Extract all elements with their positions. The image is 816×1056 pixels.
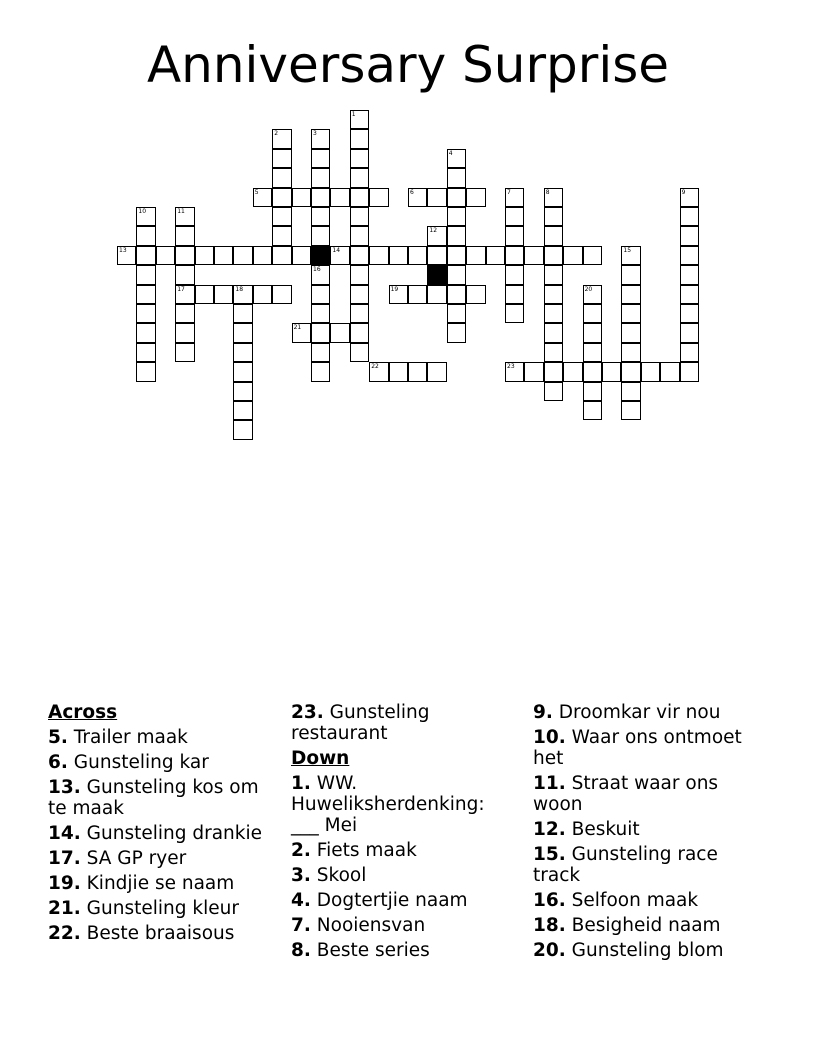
clue-number: 8: [545, 188, 550, 196]
grid-cell[interactable]: [350, 207, 369, 226]
puzzle-title: Anniversary Surprise: [146, 36, 670, 94]
clue-number: 9: [681, 188, 686, 196]
grid-cell[interactable]: [272, 246, 291, 265]
grid-cell[interactable]: [389, 246, 408, 265]
grid-cell[interactable]: [524, 246, 543, 265]
clue-number: 23: [507, 363, 515, 371]
grid-cell[interactable]: [466, 246, 485, 265]
grid-cell[interactable]: [350, 149, 369, 168]
clue-item: [533, 727, 763, 769]
grid-cell[interactable]: [311, 362, 330, 381]
clue-number: 10: [138, 208, 147, 215]
grid-cell[interactable]: [660, 362, 679, 381]
grid-cell[interactable]: [583, 362, 602, 381]
clue-number: 5: [254, 188, 259, 196]
grid-cell[interactable]: [583, 382, 602, 401]
clue-text: Gunsteling race track: [533, 844, 718, 886]
clue-num: 14.: [48, 823, 81, 844]
clue-text: Droomkar vir nou: [558, 702, 721, 723]
grid-cell[interactable]: [621, 265, 640, 284]
grid-cell[interactable]: [330, 246, 349, 265]
grid-cell[interactable]: [680, 323, 699, 342]
grid-cell[interactable]: [350, 110, 369, 129]
grid-cell[interactable]: [233, 304, 252, 323]
grid-cell[interactable]: [350, 129, 369, 148]
clue-text: Gunsteling kleur: [86, 898, 239, 919]
grid-cell[interactable]: [680, 226, 699, 245]
grid-cell[interactable]: [175, 304, 194, 323]
grid-cell[interactable]: [544, 323, 563, 342]
clue-item: [291, 702, 506, 744]
grid-cell[interactable]: [175, 343, 194, 362]
clue-item: [533, 773, 763, 815]
black-cell: [427, 265, 446, 284]
clue-number: 14: [332, 246, 341, 254]
grid-cell[interactable]: [136, 226, 155, 245]
grid-cell[interactable]: [544, 246, 563, 265]
grid-cell[interactable]: [311, 207, 330, 226]
grid-cell[interactable]: [505, 226, 524, 245]
grid-cell[interactable]: [621, 343, 640, 362]
clue-num: 16.: [533, 890, 566, 911]
clue-item: [48, 923, 273, 944]
clue-num: 20.: [533, 940, 566, 961]
grid-cell[interactable]: [292, 188, 311, 207]
grid-cell[interactable]: [350, 285, 369, 304]
clue-number: 2: [274, 130, 279, 138]
clue-number: 16: [313, 266, 321, 274]
grid-cell[interactable]: [330, 188, 349, 207]
grid-cell[interactable]: [311, 285, 330, 304]
grid-cell[interactable]: [447, 285, 466, 304]
black-cell: [311, 246, 330, 265]
grid-cell[interactable]: [447, 265, 466, 284]
grid-cell[interactable]: [233, 401, 252, 420]
grid-cell[interactable]: [311, 226, 330, 245]
clue-item: [533, 940, 763, 961]
grid-cell[interactable]: [680, 188, 699, 207]
grid-cell[interactable]: [233, 323, 252, 342]
clue-num: 4.: [291, 890, 311, 911]
grid-cell[interactable]: [641, 362, 660, 381]
grid-cell[interactable]: [272, 129, 291, 148]
clue-num: 12.: [533, 819, 566, 840]
grid-cell[interactable]: [136, 246, 155, 265]
clue-text: SA GP ryer: [86, 848, 187, 869]
clue-number: 6: [410, 188, 414, 196]
grid-cell[interactable]: [544, 285, 563, 304]
grid-cell[interactable]: [136, 323, 155, 342]
clue-number: 13: [119, 246, 127, 254]
grid-cell[interactable]: [466, 188, 485, 207]
clue-number: 19: [390, 285, 399, 293]
grid-cell[interactable]: [272, 207, 291, 226]
grid-cell[interactable]: [544, 382, 563, 401]
grid-cell[interactable]: [136, 207, 155, 226]
clue-num: 21.: [48, 898, 81, 919]
grid-cell[interactable]: [680, 285, 699, 304]
grid-cell[interactable]: [233, 343, 252, 362]
grid-cell[interactable]: [621, 285, 640, 304]
grid-cell[interactable]: [272, 226, 291, 245]
grid-cell[interactable]: [369, 362, 388, 381]
grid-cell[interactable]: [233, 420, 252, 439]
grid-cell[interactable]: [544, 362, 563, 381]
grid-cell[interactable]: [253, 246, 272, 265]
grid-cell[interactable]: [233, 382, 252, 401]
grid-cell[interactable]: [214, 246, 233, 265]
grid-cell[interactable]: [505, 207, 524, 226]
clue-text: Waar ons ontmoet het: [533, 727, 742, 769]
grid-cell[interactable]: [195, 246, 214, 265]
clue-number: 22: [371, 363, 379, 371]
clue-text: Fiets maak: [316, 840, 417, 861]
grid-cell[interactable]: [621, 323, 640, 342]
grid-cell[interactable]: [447, 207, 466, 226]
clue-text: Gunsteling kos om te maak: [48, 777, 259, 819]
clue-text: Nooiensvan: [316, 915, 426, 936]
grid-cell[interactable]: [680, 246, 699, 265]
clue-num: 7.: [291, 915, 311, 936]
grid-cell[interactable]: [272, 168, 291, 187]
grid-cell[interactable]: [311, 168, 330, 187]
clue-item: [291, 915, 506, 936]
grid-cell[interactable]: [175, 207, 194, 226]
grid-cell[interactable]: [447, 188, 466, 207]
grid-cell[interactable]: [117, 246, 136, 265]
clue-num: 8.: [291, 940, 311, 961]
grid-cell[interactable]: [272, 188, 291, 207]
clue-num: 1.: [291, 773, 311, 794]
grid-cell[interactable]: [563, 246, 582, 265]
clue-text: Beste braaisous: [86, 923, 235, 944]
clue-number: 21: [293, 324, 302, 332]
grid-cell[interactable]: [253, 188, 272, 207]
grid-cell[interactable]: [427, 226, 446, 245]
clue-item: [533, 890, 763, 911]
grid-cell[interactable]: [427, 188, 446, 207]
grid-cell[interactable]: [136, 265, 155, 284]
clue-number: 12: [429, 227, 438, 235]
grid-cell[interactable]: [544, 265, 563, 284]
grid-cell[interactable]: [389, 362, 408, 381]
clue-text: Beskuit: [571, 819, 640, 840]
clue-num: 17.: [48, 848, 81, 869]
grid-cell[interactable]: [233, 362, 252, 381]
grid-cell[interactable]: [136, 304, 155, 323]
grid-cell[interactable]: [233, 285, 252, 304]
grid-cell[interactable]: [680, 343, 699, 362]
grid-cell[interactable]: [680, 265, 699, 284]
grid-cell[interactable]: [350, 304, 369, 323]
grid-cell[interactable]: [544, 226, 563, 245]
grid-cell[interactable]: [136, 343, 155, 362]
grid-cell[interactable]: [233, 246, 252, 265]
grid-cell[interactable]: [447, 149, 466, 168]
clue-num: 18.: [533, 915, 566, 936]
clue-item: [291, 773, 506, 836]
grid-cell[interactable]: [524, 362, 543, 381]
grid-cell[interactable]: [311, 265, 330, 284]
clue-item: [48, 898, 273, 919]
clue-item: [533, 844, 763, 886]
grid-cell[interactable]: [505, 304, 524, 323]
grid-cell[interactable]: [447, 226, 466, 245]
grid-cell[interactable]: [311, 188, 330, 207]
clue-text: WW. Huweliksherdenking: ___ Mei: [291, 773, 485, 836]
grid-cell[interactable]: [292, 323, 311, 342]
clue-number: 4: [448, 149, 453, 157]
grid-cell[interactable]: [311, 323, 330, 342]
grid-cell[interactable]: [175, 285, 194, 304]
clue-text: Dogtertjie naam: [316, 890, 468, 911]
clue-num: 22.: [48, 923, 81, 944]
grid-cell[interactable]: [136, 362, 155, 381]
grid-cell[interactable]: [408, 285, 427, 304]
grid-cell[interactable]: [311, 343, 330, 362]
clue-column-2: [291, 702, 506, 965]
clue-num: 15.: [533, 844, 566, 865]
clue-item: [48, 752, 273, 773]
clue-num: 2.: [291, 840, 311, 861]
grid-cell[interactable]: [621, 246, 640, 265]
grid-cell[interactable]: [447, 304, 466, 323]
clue-num: 9.: [533, 702, 553, 723]
grid-cell[interactable]: [330, 323, 349, 342]
grid-cell[interactable]: [350, 226, 369, 245]
grid-cell[interactable]: [311, 304, 330, 323]
grid-cell[interactable]: [621, 401, 640, 420]
grid-cell[interactable]: [505, 188, 524, 207]
clue-text: Gunsteling restaurant: [291, 702, 430, 744]
grid-cell[interactable]: [175, 226, 194, 245]
grid-cell[interactable]: [583, 246, 602, 265]
grid-cell[interactable]: [350, 168, 369, 187]
grid-cell[interactable]: [369, 246, 388, 265]
grid-cell[interactable]: [583, 401, 602, 420]
clue-item: [291, 890, 506, 911]
grid-cell[interactable]: [544, 188, 563, 207]
grid-cell[interactable]: [427, 285, 446, 304]
grid-cell[interactable]: [621, 382, 640, 401]
clue-num: 23.: [291, 702, 324, 723]
grid-cell[interactable]: [175, 246, 194, 265]
clue-num: 11.: [533, 773, 566, 794]
grid-cell[interactable]: [544, 343, 563, 362]
clue-number: 7: [507, 188, 511, 196]
grid-cell[interactable]: [680, 362, 699, 381]
clue-num: 13.: [48, 777, 81, 798]
grid-cell[interactable]: [427, 246, 446, 265]
grid-cell[interactable]: [602, 362, 621, 381]
grid-cell[interactable]: [175, 323, 194, 342]
grid-cell[interactable]: [272, 285, 291, 304]
clue-number: 18: [235, 285, 244, 293]
clue-item: [291, 940, 506, 961]
grid-cell[interactable]: [311, 129, 330, 148]
grid-cell[interactable]: [214, 285, 233, 304]
grid-cell[interactable]: [583, 343, 602, 362]
grid-cell[interactable]: [505, 246, 524, 265]
grid-cell[interactable]: [350, 246, 369, 265]
grid-cell[interactable]: [447, 246, 466, 265]
clue-number: 3: [313, 130, 317, 138]
grid-cell[interactable]: [544, 304, 563, 323]
grid-cell[interactable]: [583, 285, 602, 304]
grid-cell[interactable]: [621, 304, 640, 323]
grid-cell[interactable]: [466, 285, 485, 304]
grid-cell[interactable]: [350, 343, 369, 362]
grid-cell[interactable]: [583, 304, 602, 323]
grid-cell[interactable]: [136, 285, 155, 304]
crossword-grid: [0, 0, 816, 460]
grid-cell[interactable]: [505, 362, 524, 381]
grid-cell[interactable]: [427, 362, 446, 381]
clue-text: Gunsteling blom: [571, 940, 724, 961]
grid-cell[interactable]: [389, 285, 408, 304]
clue-num: 19.: [48, 873, 81, 894]
clue-item: [48, 777, 273, 819]
grid-cell[interactable]: [408, 188, 427, 207]
clue-item: [533, 702, 763, 723]
grid-cell[interactable]: [350, 265, 369, 284]
grid-cell[interactable]: [350, 323, 369, 342]
grid-cell[interactable]: [253, 285, 272, 304]
grid-cell[interactable]: [369, 188, 388, 207]
clue-text: Trailer maak: [73, 727, 188, 748]
clue-text: Selfoon maak: [571, 890, 699, 911]
clue-text: Skool: [316, 865, 367, 886]
clue-text: Straat waar ons woon: [533, 773, 719, 815]
grid-cell[interactable]: [447, 323, 466, 342]
clue-num: 6.: [48, 752, 68, 773]
grid-cell[interactable]: [350, 188, 369, 207]
clue-num: 3.: [291, 865, 311, 886]
grid-cell[interactable]: [156, 246, 175, 265]
clue-number: 20: [584, 285, 593, 293]
clue-text: Gunsteling drankie: [86, 823, 263, 844]
clue-item: [48, 823, 273, 844]
grid-cell[interactable]: [408, 246, 427, 265]
grid-cell[interactable]: [292, 246, 311, 265]
grid-cell[interactable]: [563, 362, 582, 381]
clue-item: [533, 915, 763, 936]
grid-cell[interactable]: [486, 246, 505, 265]
grid-cell[interactable]: [447, 168, 466, 187]
grid-cell[interactable]: [505, 265, 524, 284]
clue-text: Kindjie se naam: [86, 873, 235, 894]
down-header: Down: [291, 748, 350, 769]
clue-item: [533, 819, 763, 840]
clue-column-3: [533, 702, 763, 965]
clue-number: 11: [177, 208, 185, 215]
grid-cell[interactable]: [272, 149, 291, 168]
clue-item: [48, 873, 273, 894]
grid-cell[interactable]: [680, 207, 699, 226]
clue-num: 10.: [533, 727, 566, 748]
grid-cell[interactable]: [408, 362, 427, 381]
grid-cell[interactable]: [583, 323, 602, 342]
clue-item: [48, 727, 273, 748]
grid-cell[interactable]: [195, 285, 214, 304]
clue-number: 15: [623, 246, 632, 254]
clue-column-1: [48, 702, 273, 948]
grid-cell[interactable]: [175, 265, 194, 284]
clue-item: [48, 848, 273, 869]
grid-cell[interactable]: [311, 149, 330, 168]
across-header: Across: [48, 702, 118, 723]
clue-number: 1: [351, 111, 356, 118]
grid-cell[interactable]: [505, 285, 524, 304]
grid-cell[interactable]: [621, 362, 640, 381]
clue-text: Beste series: [316, 940, 430, 961]
grid-cell[interactable]: [544, 207, 563, 226]
clue-number: 17: [177, 285, 185, 293]
grid-cell[interactable]: [680, 304, 699, 323]
clue-item: [291, 865, 506, 886]
clue-text: Gunsteling kar: [73, 752, 209, 773]
clue-item: [291, 840, 506, 861]
clue-text: Besigheid naam: [571, 915, 721, 936]
clue-num: 5.: [48, 727, 68, 748]
